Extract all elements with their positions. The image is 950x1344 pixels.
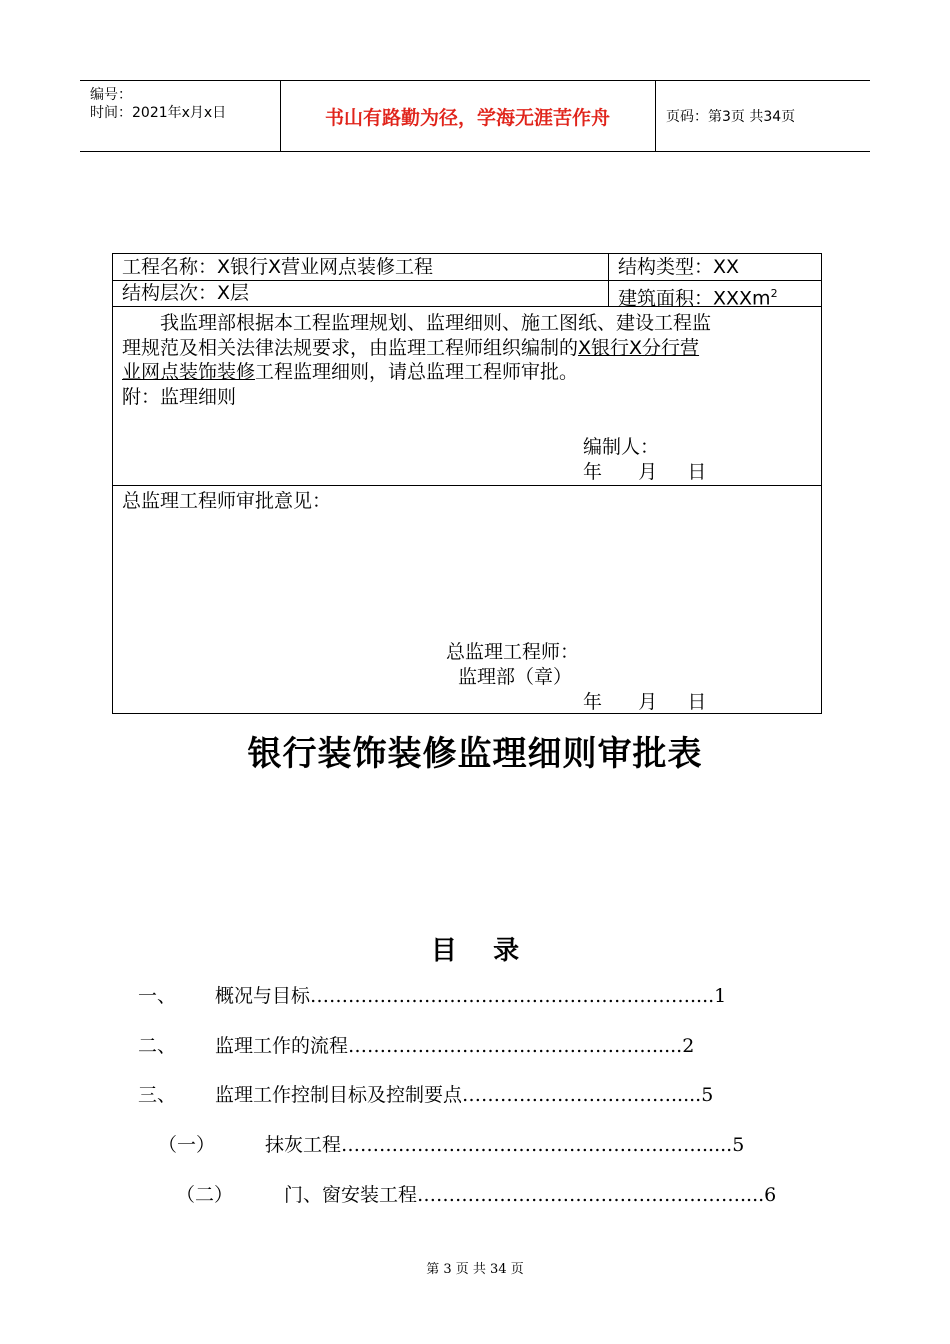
body-line-3-underlined: 业网点装饰装修 [122,361,256,383]
toc-item-number: （二） [176,1184,234,1206]
header-motto: 书山有路勤为径，学海无涯苦作舟 [324,107,610,129]
toc-item-text: 监理工作的流程………………………………………… [215,1035,653,1057]
toc-item[interactable] [158,1133,215,1157]
toc-item-number: （一） [158,1134,216,1156]
toc-item[interactable] [138,1034,176,1058]
toc-item-page: ....6 [740,1184,777,1206]
toc-item-text: 监理工作控制目标及控制要点…………………………… [215,1084,672,1106]
body-line-1: 我监理部根据本工程监理规划、监理细则、施工图纸、建设工程监 [160,312,712,334]
project-name-cell: 工程名称：X银行X营业网点装修工程 [122,256,434,278]
doc-number-label: 编号： [90,87,132,103]
opinion-label: 总监理工程师审批意见： [122,490,332,512]
toc-item-number: 三、 [138,1084,177,1106]
toc-item-number: 二、 [138,1035,177,1057]
compile-date: 年 月 日 [583,461,707,483]
table-row-divider [113,485,821,486]
header-page-cell [655,81,871,151]
main-title: 银行装饰装修监理细则审批表 [247,734,703,774]
toc-item[interactable] [176,1183,233,1207]
building-area-sup: 2 [770,287,778,300]
toc-item-text: 概况与目标……………………………………………… [215,985,653,1007]
header-meta-cell [80,81,281,151]
building-area-text: 建筑面积：XXXm [618,287,771,310]
toc-item-text: 门、窗安装工程…………………………………………… [284,1184,741,1206]
page-footer: 第 3 页 共 34 页 [426,1262,524,1277]
toc-item-entry[interactable] [215,1034,694,1058]
compiler-label: 编制人： [583,436,660,458]
approval-date: 年 月 日 [583,691,707,713]
building-area-cell [618,281,778,311]
toc-item-page: .....5 [702,1134,745,1156]
dept-seal-label: 监理部（章） [458,666,573,688]
header-motto-cell [281,81,654,151]
body-line-2 [122,336,699,361]
toc-item-entry[interactable] [284,1183,776,1207]
structure-floors-cell: 结构层次：X层 [122,282,250,304]
header-page-info: 页码：第3页 共34页 [666,109,796,125]
attachment-line: 附：监理细则 [122,386,237,408]
approval-table [112,253,822,714]
table-col-divider [608,254,609,306]
toc-item-page: ……....1 [652,985,727,1007]
body-line-2-underlined: X银行X分行营 [578,337,700,359]
toc-item-entry[interactable] [265,1133,744,1157]
toc-title: 目 录 [430,936,520,966]
toc-item[interactable] [138,1083,176,1107]
toc-item-page: .....5 [671,1084,714,1106]
body-line-2-prefix: 理规范及相关法律法规要求，由监理工程师组织编制的 [122,337,579,359]
page-header [80,80,870,152]
toc-item[interactable] [138,984,176,1008]
toc-item-entry[interactable] [215,984,726,1008]
doc-time-label: 时间：2021年x月x日 [90,105,227,121]
toc-item-number: 一、 [138,985,177,1007]
structure-type-cell: 结构类型：XX [618,256,740,278]
body-line-3-suffix: 工程监理细则，请总监理工程师审批。 [255,361,579,383]
toc-item-text: 抹灰工程………………………………………………… [265,1134,703,1156]
toc-item-page: .....2 [652,1035,695,1057]
toc-item-entry[interactable] [215,1083,713,1107]
chief-engineer-label: 总监理工程师： [446,641,580,663]
body-line-3 [122,360,578,385]
